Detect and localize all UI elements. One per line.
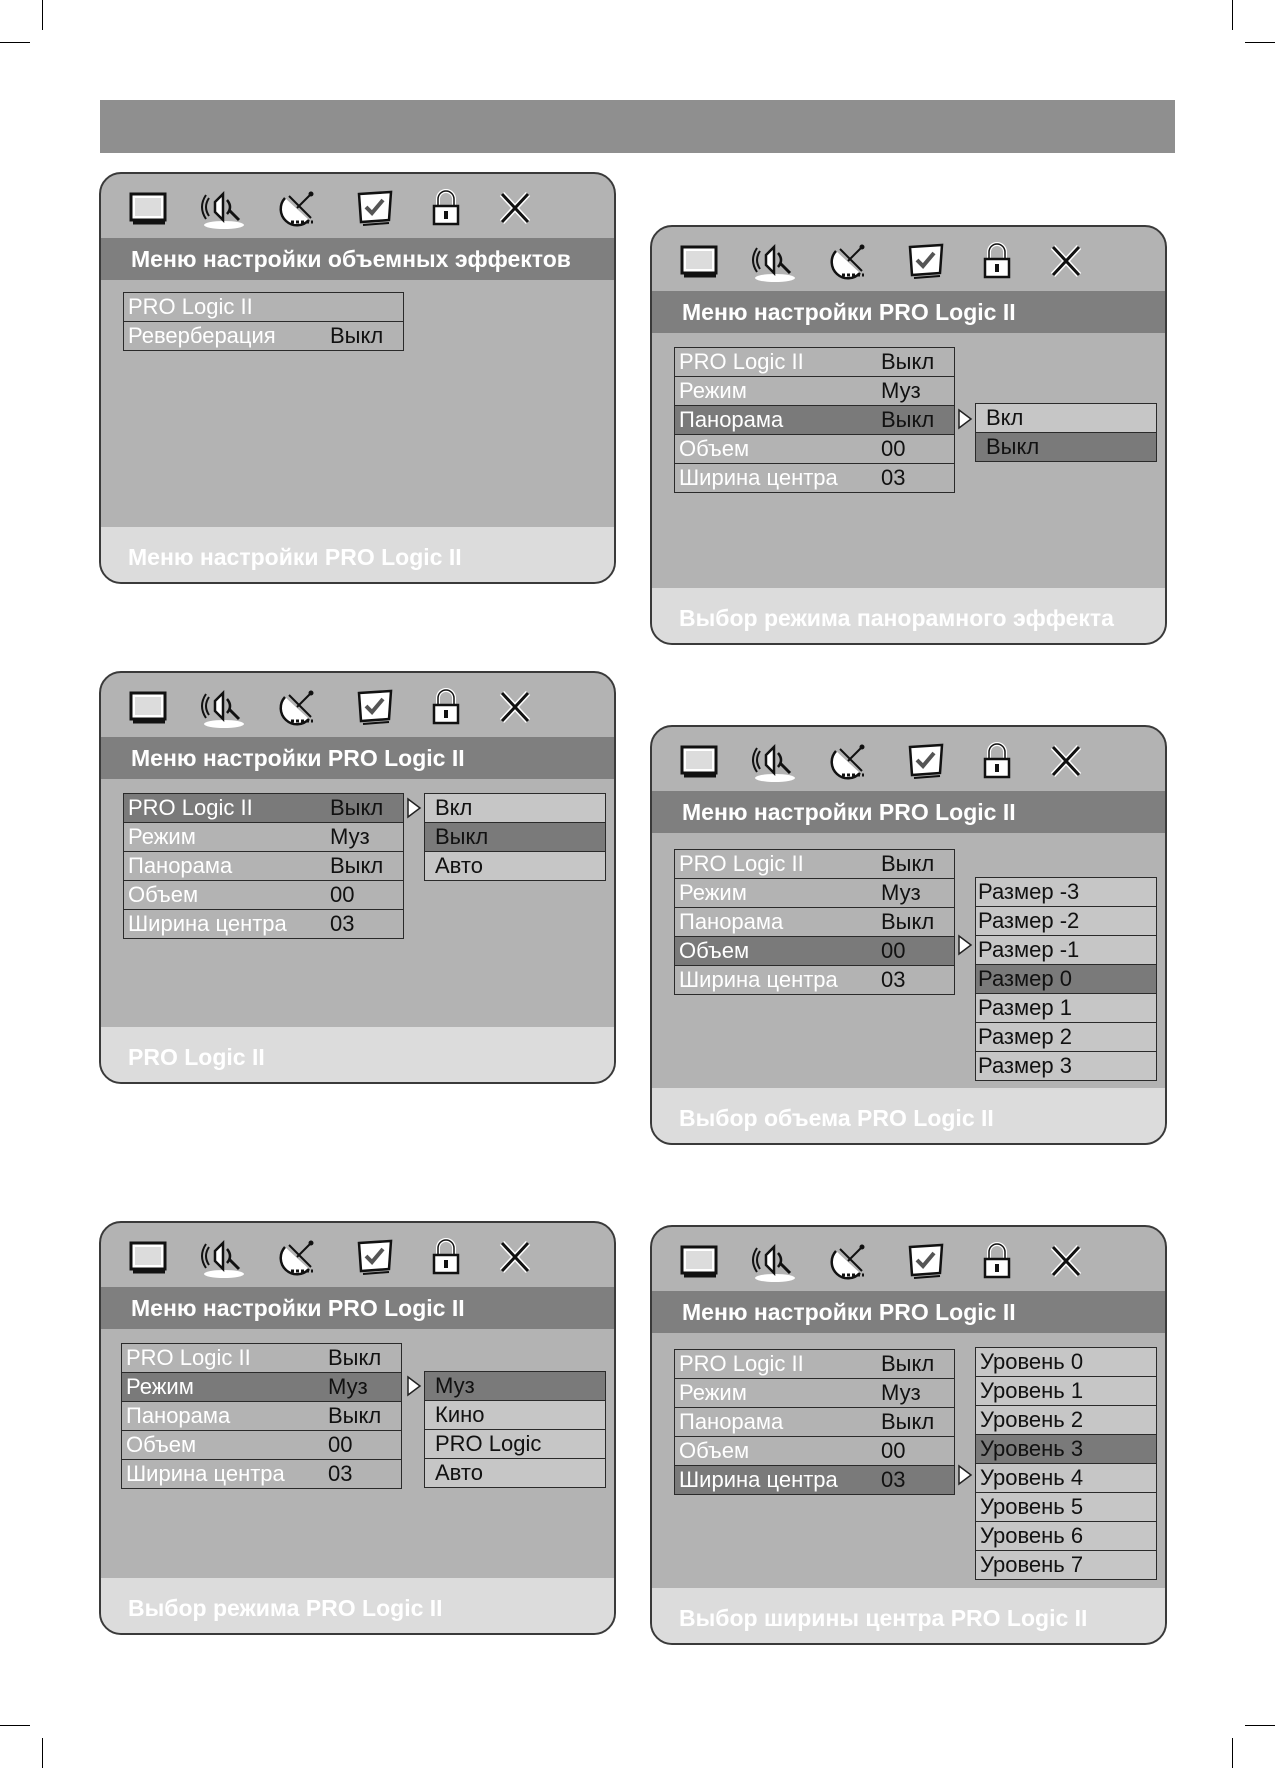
settings-list [674,849,955,995]
setting-row-volume[interactable] [675,435,954,464]
setting-value: 03 [881,967,906,992]
setting-label: Ширина центра [679,1467,838,1492]
option-item[interactable]: Уровень 2 [976,1406,1156,1435]
setting-value: Выкл [881,851,935,876]
crop-mark [1232,1738,1233,1768]
setting-value: Выкл [881,1351,935,1376]
checkmark-icon[interactable] [351,1235,397,1279]
setting-value: Муз [328,1374,368,1399]
option-item[interactable]: Размер 1 [976,994,1156,1023]
menu-hint-footer: Меню настройки PRO Logic II [101,527,614,582]
setting-value: 03 [328,1461,353,1486]
setting-label: Режим [679,1380,747,1405]
menu-hint-footer: Выбор режима PRO Logic II [101,1578,614,1633]
menu-icon-bar [101,673,614,737]
setting-row-panorama[interactable] [675,1408,954,1437]
checkmark-icon[interactable] [902,739,948,783]
speaker-audio-icon[interactable] [199,1235,245,1279]
setting-label: Панорама [679,1409,784,1434]
setting-value: Выкл [881,1409,935,1434]
satellite-dish-icon[interactable] [828,239,874,283]
option-item[interactable]: PRO Logic [425,1430,605,1459]
pointer-arrow-icon [957,1464,973,1486]
checkmark-icon[interactable] [902,239,948,283]
menu-hint-footer: PRO Logic II [101,1027,614,1082]
checkmark-icon[interactable] [351,186,397,230]
menu-icon-bar [101,1223,614,1287]
option-item[interactable]: Кино [425,1401,605,1430]
option-item[interactable]: Вкл [425,794,605,823]
setting-label: Ширина центра [128,911,287,936]
option-item-selected[interactable]: Уровень 3 [976,1435,1156,1464]
menu-title: Меню настройки PRO Logic II [652,1291,1165,1333]
satellite-dish-icon[interactable] [828,1239,874,1283]
setting-row-pro-logic[interactable] [675,850,954,879]
setting-row-panorama[interactable] [124,852,403,881]
pro-logic-center-width-panel [650,1225,1167,1645]
options-list [975,403,1157,462]
option-item-selected[interactable]: Размер 0 [976,965,1156,994]
setting-row-mode[interactable] [675,879,954,908]
setting-row-center-width[interactable] [675,464,954,492]
close-icon[interactable] [1043,1239,1089,1283]
setting-row-pro-logic[interactable] [124,794,403,823]
padlock-icon[interactable] [423,685,469,729]
setting-label: Режим [679,378,747,403]
setting-value: Муз [881,880,921,905]
settings-list [121,1343,402,1489]
close-icon[interactable] [492,186,538,230]
setting-row-center-width[interactable] [122,1460,401,1488]
crop-mark [1232,0,1233,30]
speaker-audio-icon[interactable] [199,685,245,729]
options-list [424,1371,606,1488]
setting-row-panorama[interactable] [122,1402,401,1431]
checkmark-icon[interactable] [902,1239,948,1283]
setting-label: Реверберация [128,323,276,348]
menu-icon-bar [101,174,614,238]
pro-logic-mode-panel [99,671,616,1084]
option-item[interactable]: Авто [425,852,605,880]
speaker-audio-icon[interactable] [750,739,796,783]
speaker-audio-icon[interactable] [750,239,796,283]
setting-label: Ширина центра [679,967,838,992]
setting-value: 00 [881,1438,906,1463]
setting-value: 03 [881,465,906,490]
menu-title: Меню настройки PRO Logic II [101,737,614,779]
menu-icon-bar [652,227,1165,291]
setting-label: PRO Logic II [679,851,804,876]
setting-row-center-width[interactable] [675,1466,954,1494]
satellite-dish-icon[interactable] [828,739,874,783]
padlock-icon[interactable] [974,739,1020,783]
setting-value: Выкл [330,323,384,348]
tv-screen-icon[interactable] [125,1235,171,1279]
padlock-icon[interactable] [423,1235,469,1279]
crop-mark [0,42,30,43]
option-item[interactable]: Уровень 1 [976,1377,1156,1406]
option-item[interactable]: Уровень 6 [976,1522,1156,1551]
satellite-dish-icon[interactable] [277,685,323,729]
speaker-audio-icon[interactable] [199,186,245,230]
setting-label: Объем [126,1432,197,1457]
menu-hint-footer: Выбор объема PRO Logic II [652,1088,1165,1143]
tv-screen-icon[interactable] [125,186,171,230]
menu-title: Меню настройки объемных эффектов [101,238,614,280]
option-item[interactable]: Вкл [976,404,1156,433]
setting-value: 03 [330,911,355,936]
option-item[interactable]: Уровень 4 [976,1464,1156,1493]
surround-effects-menu-panel [99,172,616,584]
pointer-arrow-icon [957,408,973,430]
setting-label: PRO Logic II [679,1351,804,1376]
setting-row-panorama[interactable] [675,908,954,937]
close-icon[interactable] [492,1235,538,1279]
setting-row-center-width[interactable] [124,910,403,938]
option-item[interactable]: Авто [425,1459,605,1487]
setting-value: Муз [881,378,921,403]
settings-list [123,793,404,939]
option-item-selected[interactable]: Муз [425,1372,605,1401]
setting-value: Выкл [328,1345,382,1370]
setting-label: PRO Logic II [128,795,253,820]
setting-value: Муз [881,1380,921,1405]
setting-value: Выкл [881,407,935,432]
setting-value: 00 [328,1432,353,1457]
option-item[interactable]: Размер -3 [976,878,1156,907]
settings-list [674,347,955,493]
setting-row-mode[interactable] [124,823,403,852]
setting-row-panorama[interactable] [675,406,954,435]
padlock-icon[interactable] [974,239,1020,283]
crop-mark [0,1725,30,1726]
setting-row-pro-logic[interactable] [675,1350,954,1379]
setting-label: PRO Logic II [679,349,804,374]
crop-mark [1245,1725,1275,1726]
option-item[interactable]: Размер -2 [976,907,1156,936]
close-icon[interactable] [1043,739,1089,783]
tv-screen-icon[interactable] [676,739,722,783]
setting-label: Объем [679,938,750,963]
setting-label: Режим [128,824,196,849]
menu-title: Меню настройки PRO Logic II [652,791,1165,833]
pointer-arrow-icon [957,934,973,956]
padlock-icon[interactable] [423,186,469,230]
setting-row-volume[interactable] [122,1431,401,1460]
setting-value: 03 [881,1467,906,1492]
tv-screen-icon[interactable] [125,685,171,729]
tv-screen-icon[interactable] [676,1239,722,1283]
menu-hint-footer: Выбор режима панорамного эффекта [652,588,1165,643]
setting-value: 00 [330,882,355,907]
options-list [975,877,1157,1081]
setting-row-pro-logic[interactable] [675,348,954,377]
setting-value: Выкл [881,909,935,934]
crop-mark [1245,42,1275,43]
satellite-dish-icon[interactable] [277,1235,323,1279]
tv-screen-icon[interactable] [676,239,722,283]
setting-label: Объем [679,436,750,461]
setting-label: PRO Logic II [128,294,253,319]
option-item-selected[interactable]: Выкл [976,433,1156,461]
option-item[interactable]: Размер 3 [976,1052,1156,1080]
setting-row-center-width[interactable] [675,966,954,994]
page-header-bar [100,100,1175,153]
setting-value: Выкл [330,853,384,878]
setting-label: PRO Logic II [126,1345,251,1370]
checkmark-icon[interactable] [351,685,397,729]
menu-icon-bar [652,1227,1165,1291]
setting-row-volume[interactable] [675,937,954,966]
settings-list [123,292,404,351]
setting-label: Объем [679,1438,750,1463]
setting-value: 00 [881,436,906,461]
setting-label: Панорама [679,909,784,934]
setting-label: Панорама [679,407,784,432]
setting-row-volume[interactable] [124,881,403,910]
setting-label: Ширина центра [679,465,838,490]
menu-title: Меню настройки PRO Logic II [101,1287,614,1329]
setting-row-reverb[interactable] [124,322,403,350]
setting-row-mode[interactable] [122,1373,401,1402]
option-item[interactable]: Уровень 7 [976,1551,1156,1579]
option-item[interactable]: Размер 2 [976,1023,1156,1052]
setting-value: Выкл [881,349,935,374]
setting-row-pro-logic[interactable] [124,293,403,322]
pro-logic-mode-select-panel [99,1221,616,1635]
setting-label: Режим [679,880,747,905]
close-icon[interactable] [1043,239,1089,283]
setting-label: Панорама [128,853,233,878]
padlock-icon[interactable] [974,1239,1020,1283]
crop-mark [42,0,43,30]
menu-hint-footer: Выбор ширины центра PRO Logic II [652,1588,1165,1643]
options-list [424,793,606,881]
setting-row-mode[interactable] [675,1379,954,1408]
setting-value: Выкл [328,1403,382,1428]
setting-label: Режим [126,1374,194,1399]
option-item[interactable]: Уровень 5 [976,1493,1156,1522]
setting-label: Панорама [126,1403,231,1428]
setting-label: Объем [128,882,199,907]
options-list [975,1347,1157,1580]
speaker-audio-icon[interactable] [750,1239,796,1283]
setting-label: Ширина центра [126,1461,285,1486]
option-item-selected[interactable]: Выкл [425,823,605,852]
settings-list [674,1349,955,1495]
setting-value: Муз [330,824,370,849]
setting-row-volume[interactable] [675,1437,954,1466]
setting-row-pro-logic[interactable] [122,1344,401,1373]
crop-mark [42,1738,43,1768]
menu-title: Меню настройки PRO Logic II [652,291,1165,333]
setting-value: 00 [881,938,906,963]
pointer-arrow-icon [406,797,422,819]
setting-value: Выкл [330,795,384,820]
satellite-dish-icon[interactable] [277,186,323,230]
menu-icon-bar [652,727,1165,791]
pointer-arrow-icon [406,1375,422,1397]
option-item[interactable]: Размер -1 [976,936,1156,965]
close-icon[interactable] [492,685,538,729]
pro-logic-panorama-panel [650,225,1167,645]
pro-logic-volume-panel [650,725,1167,1145]
option-item[interactable]: Уровень 0 [976,1348,1156,1377]
setting-row-mode[interactable] [675,377,954,406]
